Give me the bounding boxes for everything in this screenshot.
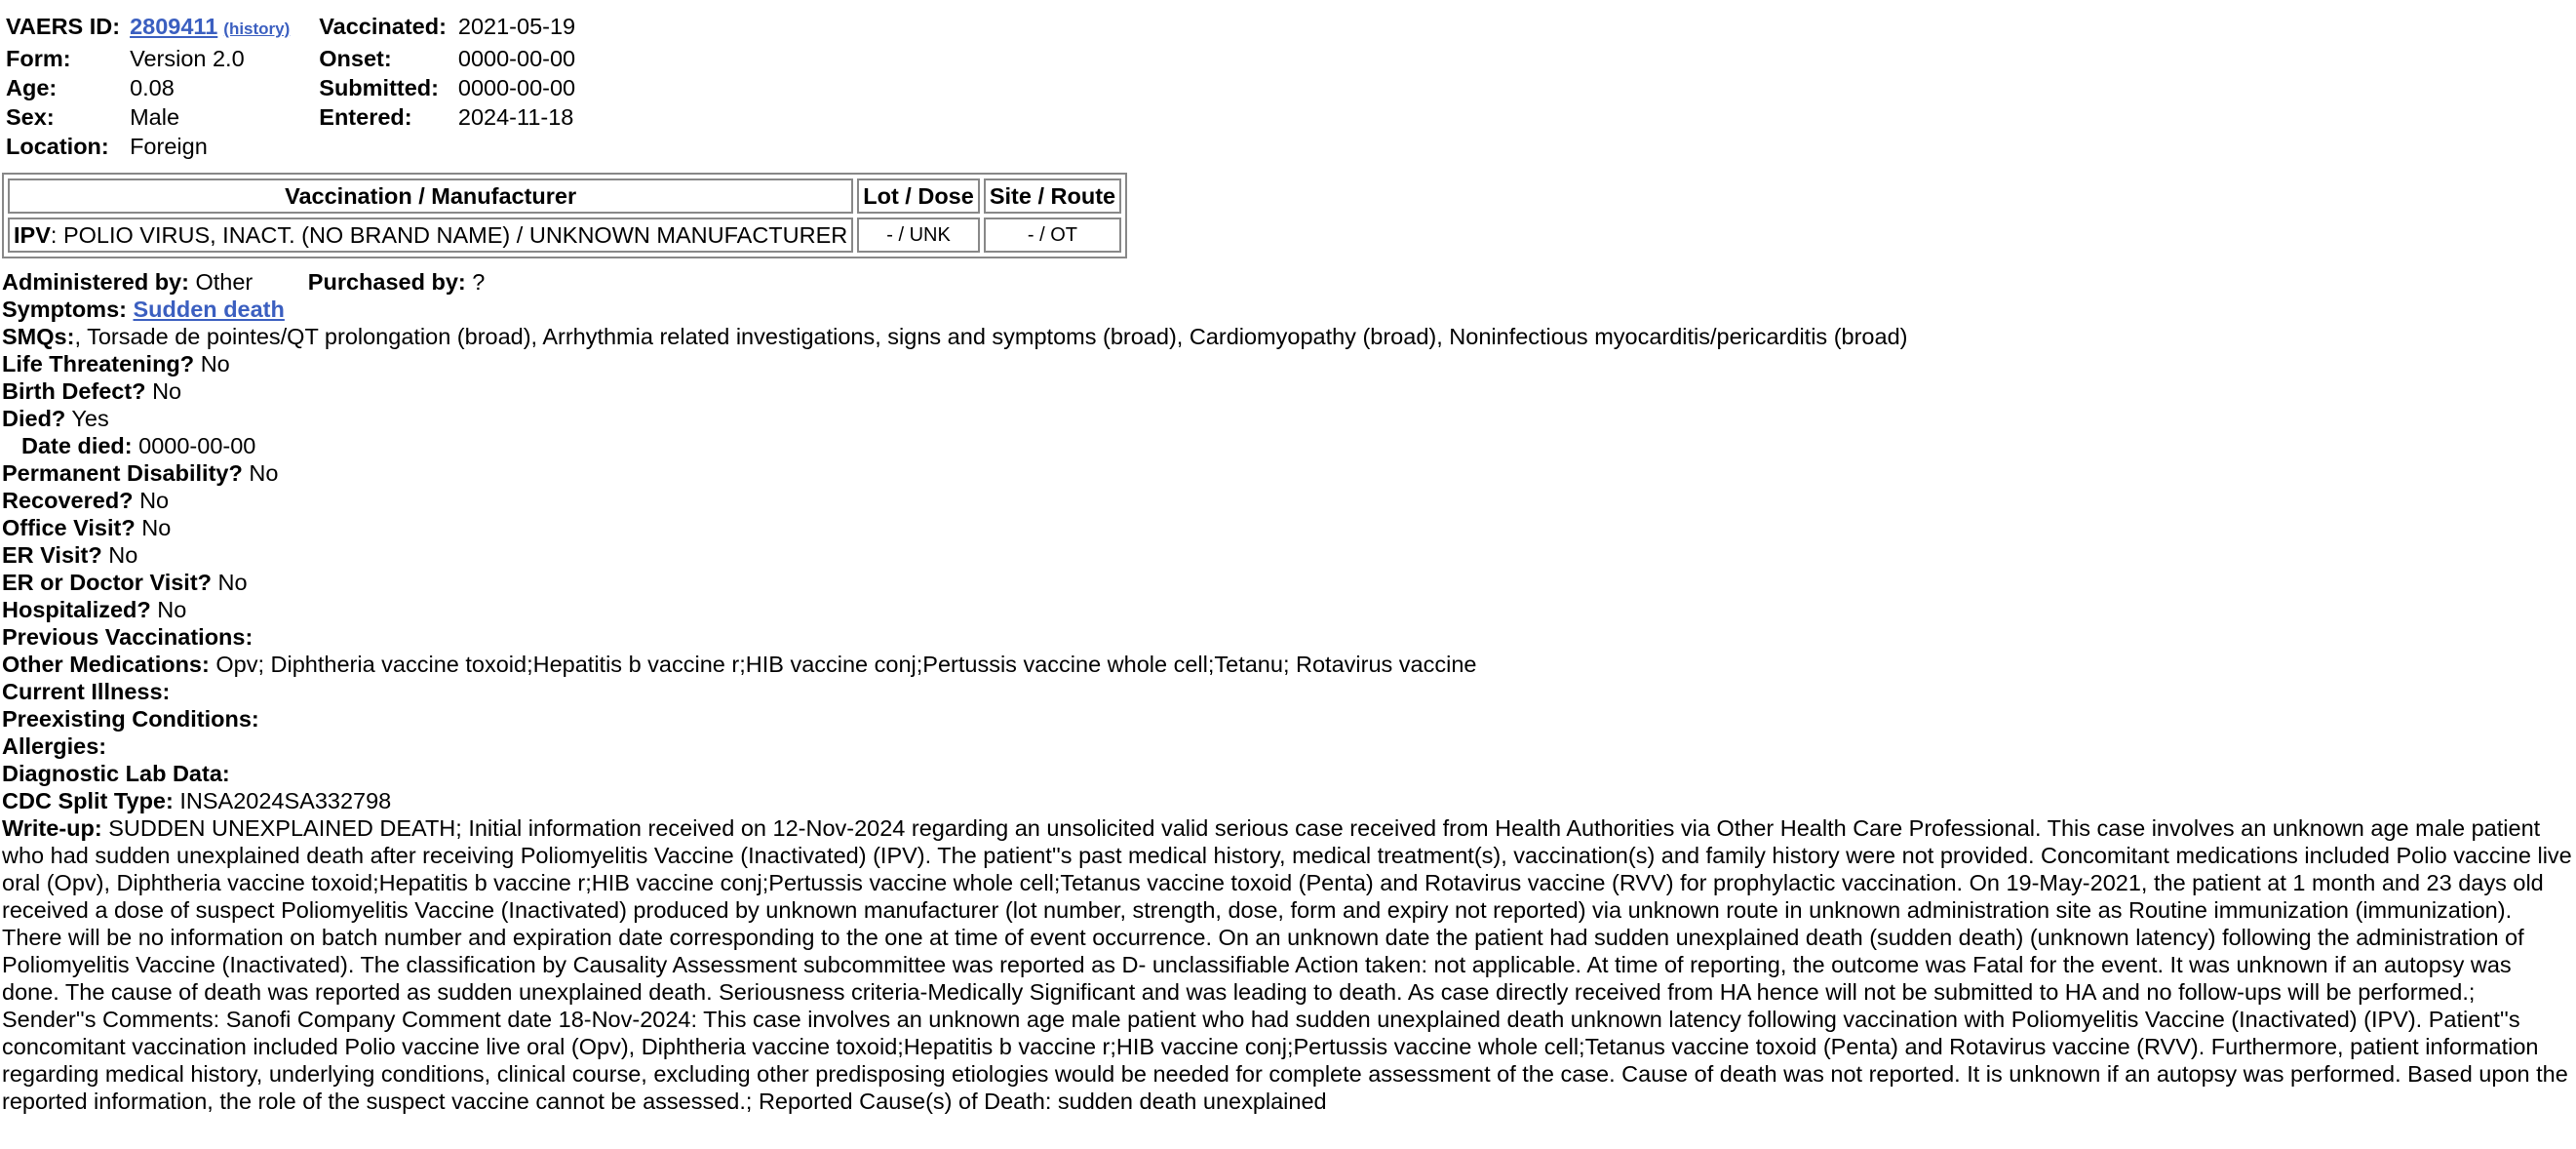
vaccine-cell — [8, 218, 853, 253]
hospitalized-label: Hospitalized? — [2, 597, 151, 622]
smqs-label: SMQs: — [2, 324, 75, 349]
vaers-id-cell — [130, 12, 319, 44]
col-site-route: Site / Route — [984, 178, 1121, 214]
onset-label: Onset: — [319, 46, 392, 71]
vaccine-code: IPV — [14, 222, 51, 248]
vaccine-name: : POLIO VIRUS, INACT. (NO BRAND NAME) / UNKNOWN MANUFACTURER — [50, 222, 848, 248]
writeup-section — [0, 814, 2576, 1115]
birth-defect-label: Birth Defect? — [2, 378, 146, 404]
history-link[interactable]: (history) — [223, 20, 291, 38]
birth-defect-value: No — [152, 378, 182, 404]
administered-label: Administered by: — [2, 269, 189, 295]
col-vaccination-manufacturer: Vaccination / Manufacturer — [8, 178, 853, 214]
preexisting-label: Preexisting Conditions: — [2, 706, 259, 732]
current-illness-label: Current Illness: — [2, 679, 171, 704]
form-value: Version 2.0 — [130, 46, 245, 71]
allergies-row — [0, 733, 2576, 760]
birth-defect-row — [0, 377, 2576, 405]
lot-dose-cell: - / UNK — [857, 218, 980, 253]
prev-vacc-label: Previous Vaccinations: — [2, 624, 254, 650]
other-meds-value: Opv; Diphtheria vaccine toxoid;Hepatitis b vaccine r;HIB vaccine conj;Pertussis vaccine whole cell;Tetanu; Rotavirus vaccine — [215, 652, 1477, 677]
col-lot-dose: Lot / Dose — [857, 178, 980, 214]
purchased-value: ? — [472, 269, 486, 295]
recovered-value: No — [139, 488, 170, 513]
er-doctor-row — [0, 569, 2576, 596]
vaccination-table — [2, 173, 1127, 258]
died-label: Died? — [2, 406, 66, 431]
symptoms-row — [0, 296, 2576, 323]
date-died-label: Date died: — [21, 433, 133, 458]
recovered-row — [0, 487, 2576, 514]
lab-data-label: Diagnostic Lab Data: — [2, 761, 230, 786]
table-row — [8, 218, 1121, 253]
disability-value: No — [249, 460, 279, 486]
office-visit-row — [0, 514, 2576, 541]
smqs-row — [0, 323, 2576, 350]
sex-value: Male — [130, 104, 180, 130]
disability-label: Permanent Disability? — [2, 460, 243, 486]
symptoms-label: Symptoms: — [2, 297, 127, 322]
other-meds-row — [0, 651, 2576, 678]
er-visit-value: No — [108, 542, 138, 568]
site-route-cell: - / OT — [984, 218, 1121, 253]
date-died-row — [0, 432, 2576, 459]
submitted-value: 0000-00-00 — [457, 75, 576, 100]
hospitalized-row — [0, 596, 2576, 623]
er-doctor-value: No — [217, 570, 248, 595]
entered-label: Entered: — [319, 104, 412, 130]
er-visit-row — [0, 541, 2576, 569]
location-label: Location: — [6, 134, 109, 159]
er-doctor-label: ER or Doctor Visit? — [2, 570, 213, 595]
died-value: Yes — [71, 406, 109, 431]
cdc-split-row — [0, 787, 2576, 814]
date-died-value: 0000-00-00 — [138, 433, 256, 458]
vaers-id-label: VAERS ID: — [6, 14, 121, 39]
died-row — [0, 405, 2576, 432]
life-threatening-row — [0, 350, 2576, 377]
vaers-id-link[interactable]: 2809411 — [130, 14, 218, 39]
vaccinated-label: Vaccinated: — [319, 14, 447, 39]
allergies-label: Allergies: — [2, 733, 107, 759]
er-visit-label: ER Visit? — [2, 542, 102, 568]
sex-label: Sex: — [6, 104, 55, 130]
recovered-label: Recovered? — [2, 488, 134, 513]
hospitalized-value: No — [157, 597, 187, 622]
cdc-split-label: CDC Split Type: — [2, 788, 174, 813]
form-label: Form: — [6, 46, 71, 71]
current-illness-row — [0, 678, 2576, 705]
report-header — [6, 12, 575, 161]
other-meds-label: Other Medications: — [2, 652, 210, 677]
preexisting-row — [0, 705, 2576, 733]
life-threatening-label: Life Threatening? — [2, 351, 195, 376]
onset-value: 0000-00-00 — [457, 46, 576, 71]
writeup-text: SUDDEN UNEXPLAINED DEATH; Initial information received on 12-Nov-2024 regarding an unsolicited valid serious case received from Health Authorities via Other Health Care Professional. This case involves an unknown age male patient who had sudden unexplained death after receiving Poliomyelitis Vaccine (Inactivated) (IPV). The patient''s past medical history, medical treatment(s), vaccination(s) and family history were not provided. Concomitant medications included Polio vaccine live oral (Opv), Diphtheria vaccine toxoid;Hepatitis b vaccine r;HIB vaccine conj;Pertussis vaccine whole cell;Tetanus vaccine toxoid (Penta) and Rotavirus vaccine (RVV) for prophylactic vaccination. On 19-May-2021, the patient at 1 month and 23 days old received a dose of suspect Poliomyelitis Vaccine (Inactivated) produced by unknown manufacturer (lot number, strength, dose, form and expiry not reported) via unknown route in unknown administration site as Routine immunization (immunization). There will be no information on batch number and expiration date corresponding to the one at time of event occurrence. On an unknown date the patient had sudden unexplained death (sudden death) (unknown latency) following the administration of Poliomyelitis Vaccine (Inactivated). The classification by Causality Assessment subcommittee was reported as D- unclassifiable Action taken: not applicable. At time of reporting, the outcome was Fatal for the event. It was unknown if an autopsy was done. The cause of death was reported as sudden unexplained death. Seriousness criteria-Medically Significant and was leading to death. As case directly received from HA hence will not be submitted to HA and no follow-ups will be performed.; Sender''s Comments: Sanofi Company Comment date 18-Nov-2024: This case involves an unknown age male patient who had sudden unexplained death unknown latency following vaccination with Poliomyelitis Vaccine (Inactivated) (IPV). Patient''s concomitant vaccination included Polio vaccine live oral (Opv), Diphtheria vaccine toxoid;Hepatitis b vaccine r;HIB vaccine conj;Pertussis vaccine whole cell;Tetanus vaccine toxoid (Penta) and Rotavirus vaccine (RVV). Furthermore, patient information regarding medical history, underlying conditions, clinical course, excluding other predisposing etiologies would be needed for complete assessment of the case. Cause of death was not reported. It is unknown if an autopsy was performed. Based upon the reported information, the role of the suspect vaccine cannot be assessed.; Reported Cause(s) of Death: sudden death unexplained — [2, 815, 2572, 1114]
life-threatening-value: No — [200, 351, 230, 376]
age-value: 0.08 — [130, 75, 175, 100]
submitted-label: Submitted: — [319, 75, 439, 100]
disability-row — [0, 459, 2576, 487]
age-label: Age: — [6, 75, 58, 100]
entered-value: 2024-11-18 — [457, 104, 574, 130]
location-value: Foreign — [130, 134, 208, 159]
lab-data-row — [0, 760, 2576, 787]
cdc-split-value: INSA2024SA332798 — [179, 788, 392, 813]
writeup-label: Write-up: — [2, 815, 102, 841]
purchased-label: Purchased by: — [307, 269, 466, 295]
vaccinated-value: 2021-05-19 — [457, 14, 576, 39]
prev-vacc-row — [0, 623, 2576, 651]
smqs-value: , Torsade de pointes/QT prolongation (broad), Arrhythmia related investigations, signs and symptoms (broad), Cardiomyopathy (broad), Noninfectious myocarditis/pericarditis (broad) — [74, 324, 1908, 349]
office-visit-label: Office Visit? — [2, 515, 136, 540]
office-visit-value: No — [141, 515, 172, 540]
administered-row — [0, 268, 2576, 296]
symptom-link[interactable]: Sudden death — [133, 297, 285, 322]
administered-value: Other — [195, 269, 254, 295]
